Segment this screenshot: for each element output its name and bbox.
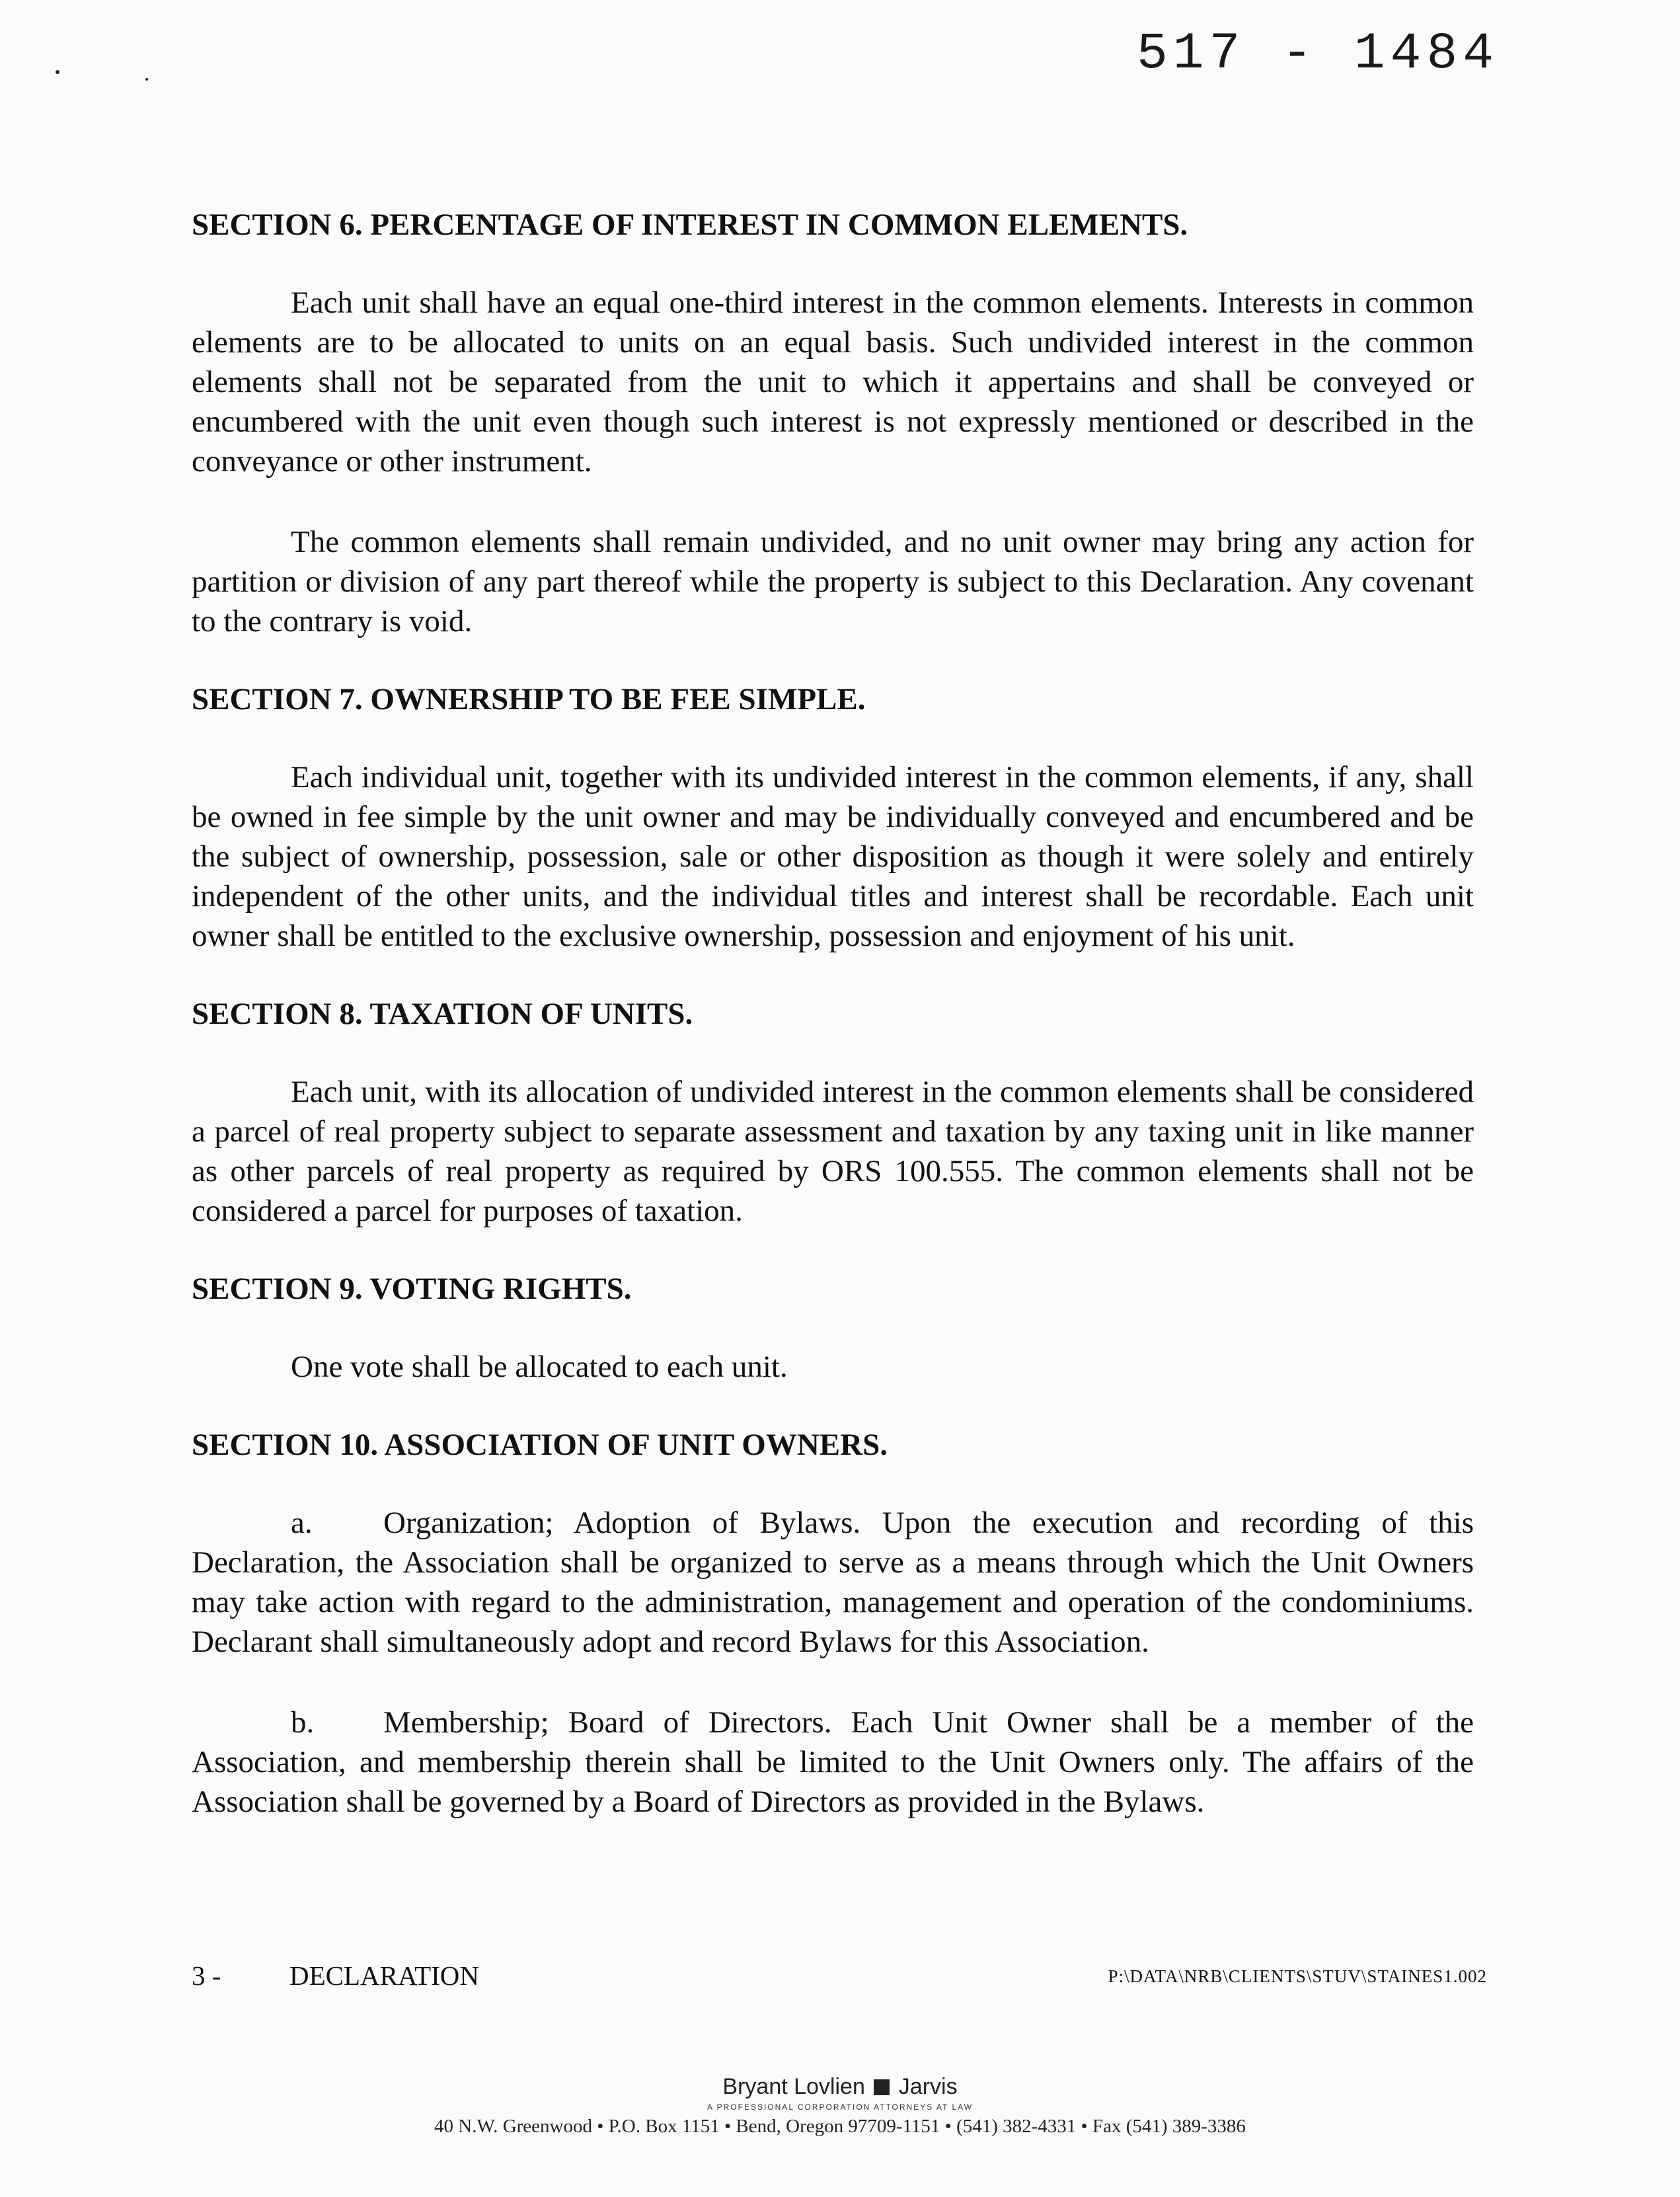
document-title: DECLARATION <box>289 1960 479 1991</box>
section-6 <box>192 205 1474 641</box>
scan-speck <box>56 70 59 74</box>
section-paragraph: Each individual unit, together with its undivided interest in the common elements, if any, shall be owned in fee simple by the unit owner and may be individually conveyed and encumbered and be the subject of ownership, possession, sale or other disposition as though it were solely and entirely independent of the other units, and the individual titles and interest shall be recordable. Each unit owner shall be entitled to the exclusive ownership, possession and enjoyment of his unit. <box>192 760 1474 953</box>
subsection-text: Organization; Adoption of Bylaws. Upon the execution and recording of this Declaration, the Association shall be organized to serve as a means through which the Unit Owners may take action with regard to the administration, management and operation of the condominiums. Declarant shall simultaneously adopt and record Bylaws for this Association. <box>192 1506 1474 1659</box>
section-7 <box>192 679 1474 956</box>
section-heading: SECTION 10. ASSOCIATION OF UNIT OWNERS. <box>192 1428 888 1462</box>
section-8 <box>192 994 1474 1231</box>
subsection-label: b. <box>291 1705 315 1740</box>
scan-speck <box>145 78 148 81</box>
section-heading: SECTION 9. VOTING RIGHTS. <box>192 1272 632 1306</box>
section-10 <box>192 1425 1474 1822</box>
subsection-label: a. <box>291 1506 313 1540</box>
section-heading: SECTION 6. PERCENTAGE OF INTEREST IN COMMON ELEMENTS. <box>192 208 1188 242</box>
section-paragraph: The common elements shall remain undivided, and no unit owner may bring any action for partition or division of any part thereof while the property is subject to this Declaration. Any covenant to the contrary is void. <box>192 525 1474 638</box>
section-9 <box>192 1269 1474 1387</box>
subsection-text: Membership; Board of Directors. Each Unit Owner shall be a member of the Association, and membership therein shall be limited to the Unit Owners only. The affairs of the Association shall be governed by a Board of Directors as provided in the Bylaws. <box>192 1705 1474 1819</box>
section-heading: SECTION 8. TAXATION OF UNITS. <box>192 997 693 1031</box>
document-body <box>192 205 1474 1822</box>
law-firm-letterhead <box>0 2073 1680 2139</box>
subsection-paragraph-b <box>192 1703 1474 1822</box>
firm-name-right: Jarvis <box>898 2074 958 2099</box>
page-number: 3 - <box>192 1960 221 1991</box>
recording-stamp: 517 - 1484 <box>1137 25 1500 83</box>
firm-subtitle: A PROFESSIONAL CORPORATION ATTORNEYS AT LAW <box>706 2102 974 2112</box>
firm-name-left: Bryant Lovlien <box>722 2074 865 2099</box>
section-paragraph: One vote shall be allocated to each unit. <box>291 1350 788 1384</box>
section-paragraph: Each unit shall have an equal one-third interest in the common elements. Interests in common elements are to be allocated to units on an equal basis. Such undivided interest in the common elements shall not be separated from the unit to which it appertains and shall be conveyed or encumbered with the unit even though such interest is not expressly mentioned or described in the conveyance or other instrument. <box>192 286 1474 479</box>
firm-name <box>0 2073 1680 2101</box>
section-heading: SECTION 7. OWNERSHIP TO BE FEE SIMPLE. <box>192 682 866 716</box>
firm-address: 40 N.W. Greenwood • P.O. Box 1151 • Bend, Oregon 97709-1151 • (541) 382-4331 • Fax (541) 389-3386 <box>434 2116 1246 2137</box>
file-path: P:\DATA\NRB\CLIENTS\STUV\STAINES1.002 <box>1108 1966 1487 1986</box>
section-paragraph: Each unit, with its allocation of undivided interest in the common elements shall be considered a parcel of real property subject to separate assessment and taxation by any taxing unit in like manner as other parcels of real property as required by ORS 100.555. The common elements shall not be considered a parcel for purposes of taxation. <box>192 1075 1474 1228</box>
subsection-paragraph-a <box>192 1503 1474 1662</box>
firm-logo-icon <box>874 2079 890 2095</box>
